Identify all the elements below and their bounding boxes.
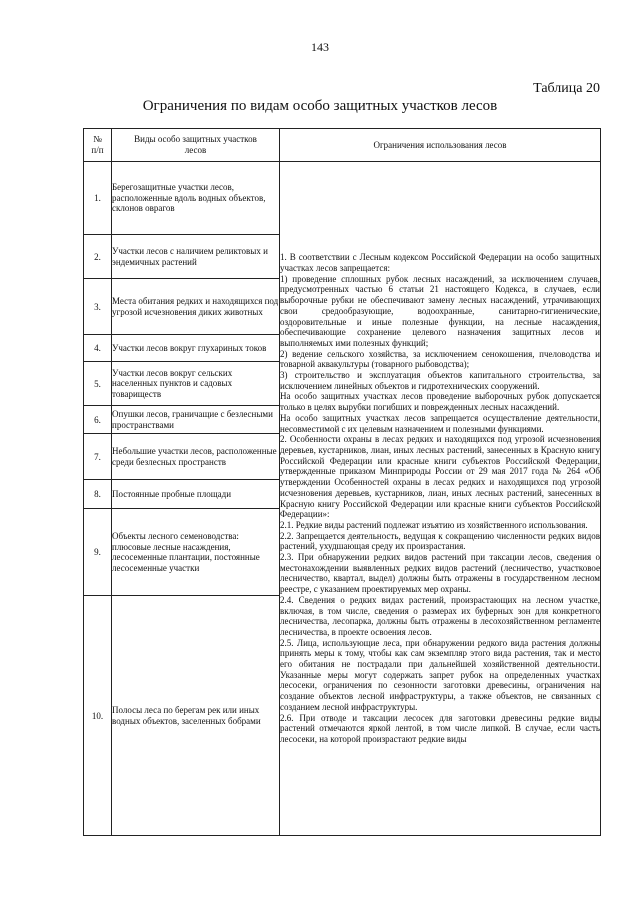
restriction-paragraph: 1) проведение сплошных рубок лесных насаждений, за исключением случаев, предусмотренных частью 6 статьи 21 настоящего Кодекса, в случаев, если выборочные рубки не обеспечивают замену лесных насаждений, утрачивающих свои средообразующие, водоохранные, санитарно-гигиенические, оздоровительные и иные полезные функции, на лесные насаждения, обеспечивающие сохранение целевого назначения защитных лесов и выполняемых ими полезных функций;	[280, 273, 600, 348]
table-caption: Таблица 20	[533, 81, 600, 96]
row-number: 8.	[84, 480, 112, 509]
restriction-paragraph: 2.2. Запрещается деятельность, ведущая к сокращению численности редких видов растений, ухудшающая среду их произрастания.	[280, 530, 600, 552]
row-number: 3.	[84, 279, 112, 335]
row-kind: Участки лесов с наличием реликтовых и эндемичных растений	[112, 235, 280, 279]
restrictions-table	[83, 128, 601, 836]
restriction-paragraph: На особо защитных участках лесов проведение выборочных рубок допускается только в целях вырубки погибших и поврежденных лесных насаждений.	[280, 391, 600, 413]
restriction-paragraph: 2.4. Сведения о редких видах растений, произрастающих на лесном участке, включая, в том числе, сведения о размерах их буферных зон для конкретного лесничества, лесопарка, должны быть отражены в лесохозяйственном регламенте лесничества, в проекте освоения лесов.	[280, 594, 600, 637]
restriction-paragraph: 1. В соответствии с Лесным кодексом Российской Федерации на особо защитных участках лесов запрещается:	[280, 252, 600, 274]
row-kind: Места обитания редких и находящихся под угрозой исчезновения диких животных	[112, 279, 280, 335]
header-row	[84, 129, 601, 162]
restriction-paragraph: 2.3. При обнаружении редких видов растений при таксации лесов, сведения о местонахождении выявленных редких видов растений (лесничество, участковое лесничество, квартал, выдел) должны быть отражены в государственном лесном реестре, с указанием проектируемых мер охраны.	[280, 552, 600, 595]
row-kind: Участки лесов вокруг сельских населенных пунктов и садовых товариществ	[112, 362, 280, 406]
row-number: 6.	[84, 406, 112, 434]
row-number: 1.	[84, 162, 112, 235]
restriction-paragraph: 3) строительство и эксплуатация объектов капитального строительства, за исключением линейных объектов и гидротехнических сооружений.	[280, 370, 600, 391]
document-title: Ограничения по видам особо защитных участков лесов	[142, 98, 498, 114]
restriction-paragraph: 2.5. Лица, использующие леса, при обнаружении редкого вида растения должны принять меры к тому, чтобы как сам экземпляр этого вида растения, так и место его обитания не пострадали при дальнейшей хозяйственной деятельности. Указанные меры могут содержать запрет рубок на определенных участках лесосеки, ограничения по сезонности заготовки древесины, ограничения на создание объектов лесной инфраструктуры, а также объектов, не связанных с созданием лесной инфраструктуры.	[280, 637, 600, 712]
row-kind: Постоянные пробные площади	[112, 480, 280, 509]
restriction-paragraph: 2.6. При отводе и таксации лесосек для заготовки древесины редкие виды растений отмечаются яркой лентой, в том числе липкой. В случае, если часть лесосеки, на которой произрастают редкие виды	[280, 712, 600, 744]
restriction-paragraph: На особо защитных участках лесов запрещается осуществление деятельности, несовместимой с их целевым назначением и полезными функциями.	[280, 412, 600, 434]
header-number-label: № п/п	[91, 134, 104, 155]
header-restrictions: Ограничения использования лесов	[280, 129, 601, 162]
restrictions-cell	[280, 162, 601, 836]
row-number: 4.	[84, 335, 112, 362]
row-number: 9.	[84, 509, 112, 596]
row-number: 7.	[84, 434, 112, 480]
row-kind: Объекты лесного семеноводства: плюсовые лесные насаждения, лесосеменные плантации, постоянные лесосеменные участки	[112, 509, 280, 596]
row-kind: Берегозащитные участки лесов, расположенные вдоль водных объектов, склонов оврагов	[112, 162, 280, 235]
row-kind: Опушки лесов, граничащие с безлесными пространствами	[112, 406, 280, 434]
row-number: 10.	[84, 596, 112, 836]
header-kind: Виды особо защитных участков лесов	[112, 129, 280, 162]
table-row	[84, 162, 601, 235]
page-number: 143	[311, 40, 329, 54]
restriction-paragraph: 2. Особенности охраны в лесах редких и находящихся под угрозой исчезновения деревьев, кустарников, лиан, иных лесных растений, занесенных в Красную книгу Российской Федерации или красные книги субъектов Российской Федерации, утвержденные приказом Минприроды России от 29 мая 2017 года № 264 «Об утверждении Особенностей охраны в лесах редких и находящихся под угрозой исчезновения деревьев, кустарников, лиан, иных лесных растений, занесенных в Красную книгу Российской Федерации или красные книги субъектов Российской Федерации»:	[280, 434, 600, 520]
restriction-paragraph: 2) ведение сельского хозяйства, за исключением сенокошения, пчеловодства и товарной аквакультуры (товарного рыбоводства);	[280, 348, 600, 370]
restriction-paragraph: 2.1. Редкие виды растений подлежат изъятию из хозяйственного использования.	[280, 519, 588, 530]
row-kind: Участки лесов вокруг глухариных токов	[112, 335, 280, 362]
row-number: 5.	[84, 362, 112, 406]
row-kind: Небольшие участки лесов, расположенные среди безлесных пространств	[112, 434, 280, 480]
header-number	[84, 129, 112, 162]
row-kind: Полосы леса по берегам рек или иных водных объектов, заселенных бобрами	[112, 596, 280, 836]
row-number: 2.	[84, 235, 112, 279]
